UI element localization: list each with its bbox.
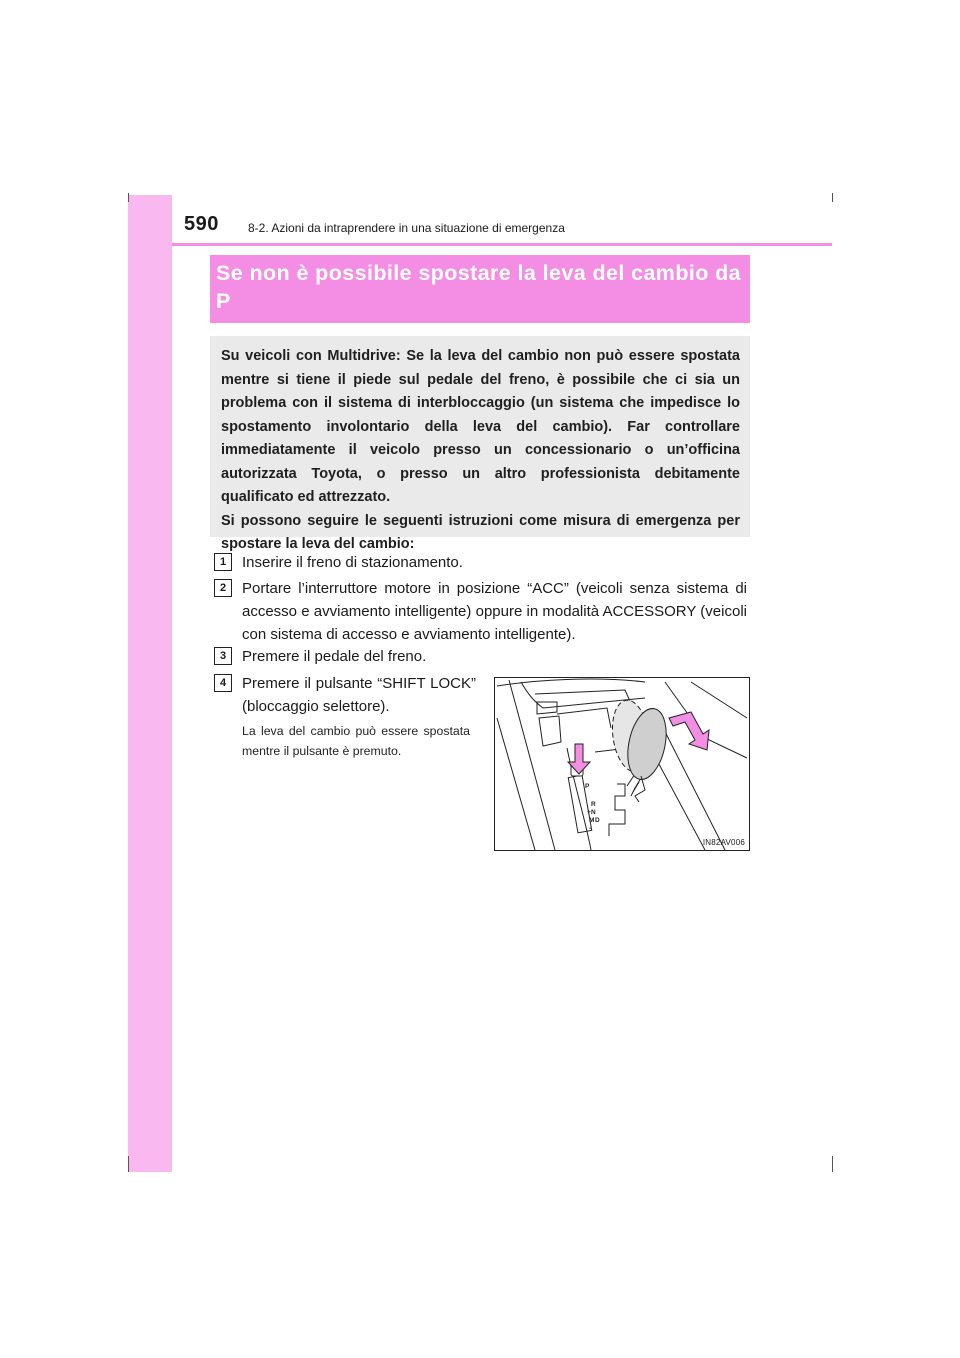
step-text: Premere il pedale del freno.	[242, 648, 427, 665]
step-number-badge: 2	[214, 579, 232, 597]
running-head: 8-2. Azioni da intraprendere in una situazione di emergenza	[248, 221, 565, 235]
step-text: Inserire il freno di stazionamento.	[242, 554, 463, 571]
section-title: Se non è possibile spostare la leva del cambio da P	[216, 261, 742, 313]
step-number-badge: 1	[214, 553, 232, 571]
crop-mark	[832, 193, 833, 202]
intro-paragraph: Si possono seguire le seguenti istruzioni come misura di emergenza per spostare la leva del cambio:	[221, 512, 740, 552]
intro-paragraph: Su veicoli con Multidrive: Se la leva del cambio non può essere spostata mentre si tiene il piede sul pedale del freno, è possibile che ci sia un problema con il sistema di interbloccaggio (un sistema che impedisce lo spostamento involontario della leva del cambio). Far controllare immediatamente il veicolo presso un concessionario o un’officina autorizzata Toyota, o presso un altro professionista debitamente qualificato ed attrezzato.	[221, 348, 740, 505]
header-rule	[172, 243, 832, 246]
note-text: La leva del cambio può essere spostata mentre il pulsante è premuto.	[242, 724, 470, 758]
step-text: Premere il pulsante “SHIFT LOCK” (bloccaggio selettore).	[242, 675, 476, 715]
gear-label: P	[585, 783, 590, 790]
step-text: Portare l’interruttore motore in posizione “ACC” (veicoli senza sistema di accesso e avviamento intelligente) oppure in modalità ACCESSORY (veicoli con sistema di accesso e avviamento intelligente).	[242, 580, 747, 643]
figure-code: IN82AV006	[702, 838, 745, 847]
page-number: 590	[184, 213, 219, 235]
step-number-badge: 4	[214, 674, 232, 692]
gear-label: M	[589, 817, 595, 824]
gear-label: R	[591, 801, 596, 808]
shift-lock-figure	[494, 677, 750, 851]
side-band	[128, 195, 172, 1172]
gear-label: D	[595, 817, 600, 824]
step-number-badge: 3	[214, 647, 232, 665]
crop-mark	[128, 193, 129, 202]
crop-mark	[128, 1156, 129, 1172]
gear-label: +	[587, 809, 591, 816]
shift-lever-illustration	[495, 678, 749, 850]
crop-mark	[832, 1156, 833, 1172]
intro-text	[221, 345, 740, 557]
gear-label: N	[591, 809, 596, 816]
gear-label: -	[589, 825, 592, 832]
